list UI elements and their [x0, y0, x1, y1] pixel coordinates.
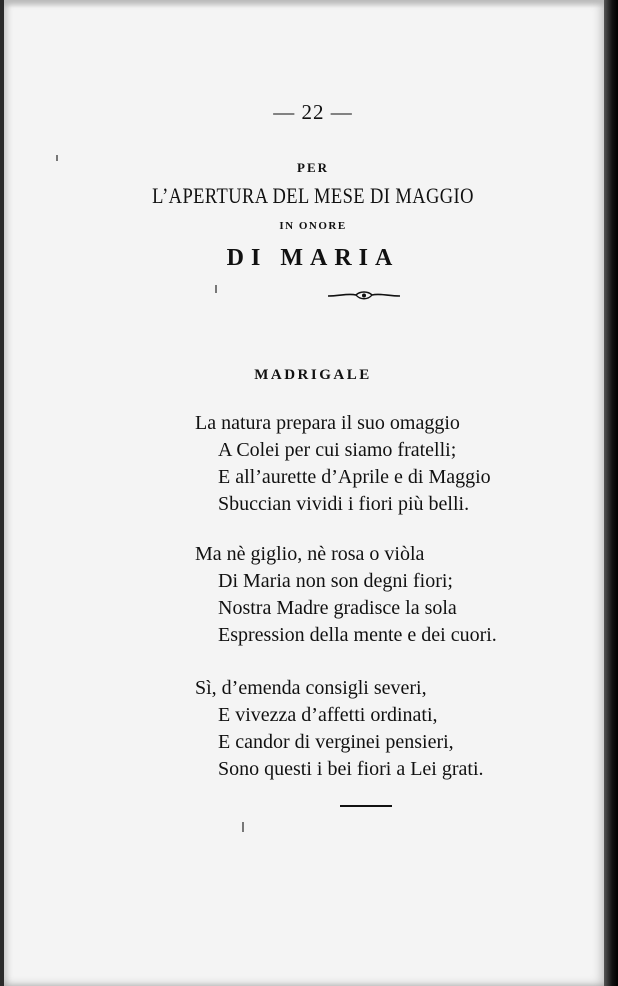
heading-subtitle: L’APERTURA DEL MESE DI MAGGIO: [152, 183, 474, 208]
poem-line: E all’aurette d’Aprile e di Maggio: [218, 466, 491, 488]
section-title: MADRIGALE: [254, 367, 372, 383]
paper-speck: [242, 822, 244, 832]
heading-title: DI MARIA: [226, 245, 400, 271]
ornament-divider-icon: [326, 289, 402, 303]
book-page: [4, 0, 608, 986]
poem-line: Sbuccian vividi i fiori più belli.: [218, 493, 470, 515]
book-binding-edge: [604, 0, 618, 986]
poem-line: La natura prepara il suo omaggio: [195, 412, 460, 434]
poem-stanza: [195, 541, 555, 649]
poem-line: A Colei per cui siamo fratelli;: [218, 439, 457, 461]
page-top-edge: [4, 0, 618, 8]
poem-line: Sì, d’emenda consigli severi,: [195, 677, 427, 699]
heading-per: PER: [297, 160, 329, 175]
poem-line: Nostra Madre gradisce la sola: [218, 597, 457, 619]
poem-line: Sono questi i bei fiori a Lei grati.: [218, 758, 484, 780]
poem-stanza: [195, 410, 555, 518]
poem-stanza: [195, 675, 555, 783]
poem-line: E candor di verginei pensieri,: [218, 731, 454, 753]
end-rule: [340, 805, 392, 807]
page-number: — 22 —: [273, 100, 353, 124]
poem-line: Ma nè giglio, nè rosa o viòla: [195, 543, 425, 565]
poem-line: E vivezza d’affetti ordinati,: [218, 704, 438, 726]
paper-speck: [215, 285, 217, 293]
poem-line: Espression della mente e dei cuori.: [218, 624, 497, 646]
poem-line: Di Maria non son degni fiori;: [218, 570, 453, 592]
heading-in-onore: IN ONORE: [279, 220, 347, 232]
